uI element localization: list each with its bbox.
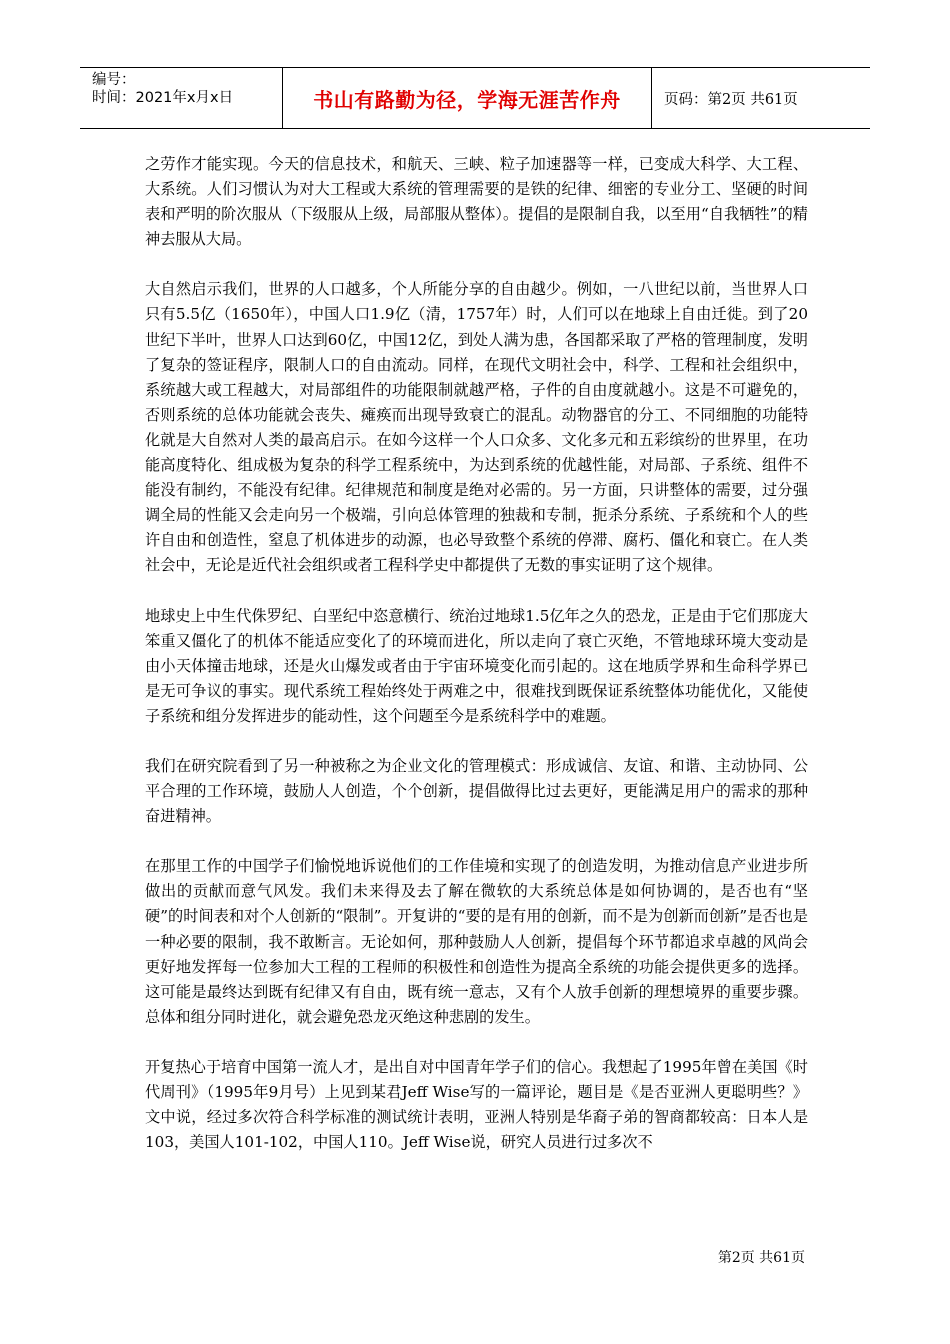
code-label: 编号： [92, 72, 136, 88]
paragraph: 之劳作才能实现。今天的信息技术，和航天、三峡、粒子加速器等一样，已变成大科学、大工程、大系统。人们习惯认为对大工程或大系统的管理需要的是铁的纪律、细密的专业分工、坚硬的时间表和严明的阶次服从（下级服从上级，局部服从整体）。提倡的是限制自我，以至用“自我牺牲”的精神去服从大局。 [145, 155, 808, 249]
page-header [80, 67, 870, 129]
paragraph: 开复热心于培育中国第一流人才，是出自对中国青年学子们的信心。我想起了1995年曾在美国《时代周刊》（1995年9月号）上见到某君Jeff Wise写的一篇评论，题目是《是否亚洲人更聪明些？》文中说，经过多次符合科学标准的测试统计表明，亚洲人特别是华裔子弟的智商都较高：日本人是103，美国人101-102，中国人110。Jeff Wise说，研究人员进行过多次不 [145, 1057, 808, 1152]
header-slogan: 书山有路勤为径，学海无涯苦作舟 [283, 68, 652, 128]
paragraph: 地球史上中生代侏罗纪、白垩纪中恣意横行、统治过地球1.5亿年之久的恐龙，正是由于它们那庞大笨重又僵化了的机体不能适应变化了的环境而进化，所以走向了衰亡灭绝，不管地球环境大变动是由小天体撞击地球，还是火山爆发或者由于宇宙环境变化而引起的。这在地质学界和生命科学界已是无可争议的事实。现代系统工程始终处于两难之中，很难找到既保证系统整体功能优化，又能使子系统和组分发挥进步的能动性，这个问题至今是系统科学中的难题。 [145, 606, 808, 725]
time-label: 时间：2021年x月x日 [92, 90, 234, 106]
header-page-label: 页码：第2页 共61页 [664, 91, 798, 108]
document-body [145, 152, 808, 1180]
page-footer: 第2页 共61页 [717, 1250, 805, 1266]
paragraph: 在那里工作的中国学子们愉悦地诉说他们的工作佳境和实现了的创造发明，为推动信息产业进步所做出的贡献而意气风发。我们未来得及去了解在微软的大系统总体是如何协调的，是否也有“坚硬”的时间表和对个人创新的“限制”。开复讲的“要的是有用的创新，而不是为创新而创新”是否也是一种必要的限制，我不敢断言。无论如何，那种鼓励人人创新，提倡每个环节都追求卓越的风尚会更好地发挥每一位参加大工程的工程师的积极性和创造性为提高全系统的功能会提供更多的选择。这可能是最终达到既有纪律又有自由，既有统一意志，又有个人放手创新的理想境界的重要步骤。总体和组分同时进化，就会避免恐龙灭绝这种悲剧的发生。 [145, 857, 808, 1026]
paragraph: 我们在研究院看到了另一种被称之为企业文化的管理模式：形成诚信、友谊、和谐、主动协同、公平合理的工作环境，鼓励人人创造，个个创新，提倡做得比过去更好，更能满足用户的需求的那种奋进精神。 [145, 756, 808, 826]
paragraph: 大自然启示我们，世界的人口越多，个人所能分享的自由越少。例如，一八世纪以前，当世界人口只有5.5亿（1650年），中国人口1.9亿（清，1757年）时，人们可以在地球上自由迁徙。到了20世纪下半叶，世界人口达到60亿，中国12亿，到处人满为患，各国都采取了严格的管理制度，发明了复杂的签证程序，限制人口的自由流动。同样，在现代文明社会中，科学、工程和社会组织中，系统越大或工程越大，对局部组件的功能限制就越严格，子件的自由度就越小。这是不可避免的，否则系统的总体功能就会丧失、瘫痪而出现导致衰亡的混乱。动物器官的分工、不同细胞的功能特化就是大自然对人类的最高启示。在如今这样一个人口众多、文化多元和五彩缤纷的世界里，在功能高度特化、组成极为复杂的科学工程系统中，为达到系统的优越性能，对局部、子系统、组件不能没有制约，不能没有纪律。纪律规范和制度是绝对必需的。另一方面，只讲整体的需要，过分强调全局的性能又会走向另一个极端，引向总体管理的独裁和专制，扼杀分系统、子系统和个人的些许自由和创造性，窒息了机体进步的动源，也必导致整个系统的停滞、腐朽、僵化和衰亡。在人类社会中，无论是近代社会组织或者工程科学史中都提供了无数的事实证明了这个规律。 [145, 280, 808, 575]
header-meta [80, 68, 283, 128]
